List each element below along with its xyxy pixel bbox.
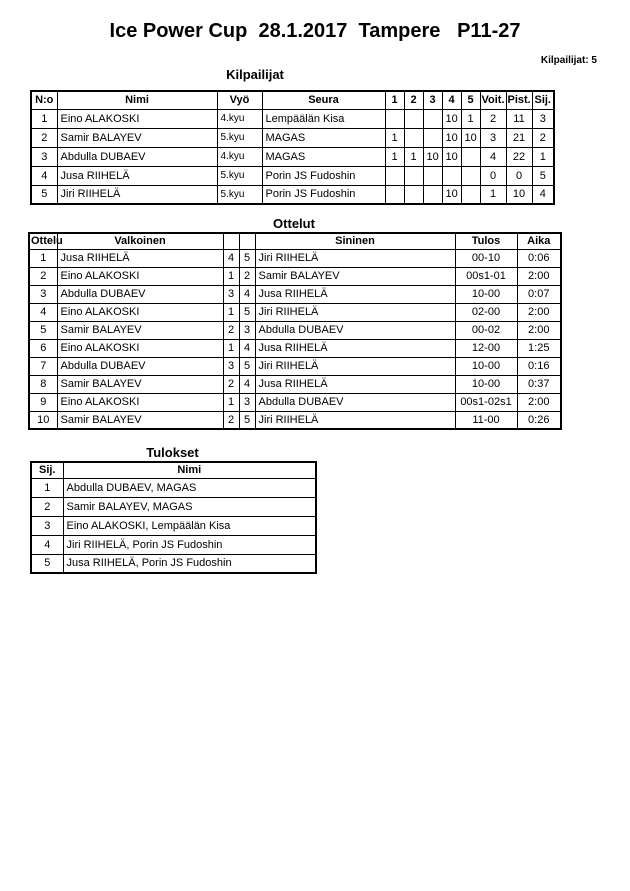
match-row <box>29 267 561 285</box>
cell-sininen-no: 5 <box>239 303 255 321</box>
cell-round-5: 1 <box>461 109 480 128</box>
cell-nimi: Jiri RIIHELÄ, Porin JS Fudoshin <box>63 535 316 554</box>
match-row <box>29 321 561 339</box>
cell-round-3 <box>423 185 442 204</box>
cell-round-2: 1 <box>404 147 423 166</box>
cell-sininen: Jiri RIIHELÄ <box>255 357 455 375</box>
col-header-valkoinen-number <box>223 233 239 249</box>
cell-tulos: 00s1-02s1 <box>455 393 517 411</box>
cell-sininen-no: 3 <box>239 393 255 411</box>
col-header-round-1: 1 <box>385 91 404 109</box>
cell-round-2 <box>404 109 423 128</box>
cell-voit: 1 <box>480 185 506 204</box>
cell-valkoinen: Eino ALAKOSKI <box>57 303 223 321</box>
cell-seura: MAGAS <box>262 147 385 166</box>
cell-sininen: Abdulla DUBAEV <box>255 393 455 411</box>
cell-sij: 1 <box>532 147 554 166</box>
cell-valkoinen: Eino ALAKOSKI <box>57 339 223 357</box>
match-row <box>29 411 561 429</box>
cell-sij: 4 <box>31 535 63 554</box>
cell-round-3 <box>423 128 442 147</box>
cell-pist: 21 <box>506 128 532 147</box>
cell-voit: 4 <box>480 147 506 166</box>
cell-match-no: 3 <box>29 285 57 303</box>
cell-aika: 0:26 <box>517 411 561 429</box>
cell-valkoinen-no: 4 <box>223 249 239 267</box>
cell-sij: 1 <box>31 478 63 497</box>
cell-nimi: Eino ALAKOSKI <box>57 109 217 128</box>
cell-pist: 11 <box>506 109 532 128</box>
col-header-round-5: 5 <box>461 91 480 109</box>
col-header-seura: Seura <box>262 91 385 109</box>
cell-sininen-no: 4 <box>239 375 255 393</box>
cell-sininen-no: 3 <box>239 321 255 339</box>
cell-valkoinen: Samir BALAYEV <box>57 411 223 429</box>
match-row <box>29 375 561 393</box>
cell-sij: 5 <box>31 554 63 573</box>
ottelut-heading: Ottelut <box>273 216 315 231</box>
cell-sininen: Jiri RIIHELÄ <box>255 303 455 321</box>
cell-voit: 0 <box>480 166 506 185</box>
cell-valkoinen-no: 1 <box>223 339 239 357</box>
cell-sininen-no: 5 <box>239 249 255 267</box>
cell-no: 4 <box>31 166 57 185</box>
cell-match-no: 7 <box>29 357 57 375</box>
cell-round-5 <box>461 166 480 185</box>
cell-valkoinen-no: 1 <box>223 267 239 285</box>
cell-aika: 2:00 <box>517 303 561 321</box>
cell-round-1: 1 <box>385 128 404 147</box>
col-header-pist: Pist. <box>506 91 532 109</box>
result-row <box>31 535 316 554</box>
cell-sininen: Jusa RIIHELÄ <box>255 339 455 357</box>
col-header-nimi: Nimi <box>63 462 316 478</box>
cell-sininen: Jiri RIIHELÄ <box>255 411 455 429</box>
cell-seura: Lempäälän Kisa <box>262 109 385 128</box>
cell-match-no: 9 <box>29 393 57 411</box>
cell-round-3 <box>423 166 442 185</box>
kilpailijat-header-row <box>31 91 554 109</box>
cell-vyo: 5.kyu <box>217 185 262 204</box>
result-row <box>31 516 316 535</box>
result-row <box>31 478 316 497</box>
kilpailijat-table <box>30 90 555 205</box>
competitor-row <box>31 128 554 147</box>
cell-round-5: 10 <box>461 128 480 147</box>
cell-match-no: 4 <box>29 303 57 321</box>
cell-tulos: 00-02 <box>455 321 517 339</box>
cell-valkoinen-no: 1 <box>223 393 239 411</box>
cell-round-1 <box>385 185 404 204</box>
tulokset-header-row <box>31 462 316 478</box>
ottelut-header-row <box>29 233 561 249</box>
cell-round-4: 10 <box>442 147 461 166</box>
col-header-aika: Aika <box>517 233 561 249</box>
cell-aika: 0:37 <box>517 375 561 393</box>
cell-vyo: 4.kyu <box>217 147 262 166</box>
cell-nimi: Samir BALAYEV <box>57 128 217 147</box>
cell-match-no: 2 <box>29 267 57 285</box>
cell-seura: Porin JS Fudoshin <box>262 166 385 185</box>
cell-voit: 3 <box>480 128 506 147</box>
cell-tulos: 00-10 <box>455 249 517 267</box>
result-row <box>31 554 316 573</box>
competitor-row <box>31 147 554 166</box>
cell-round-4: 10 <box>442 109 461 128</box>
cell-round-2 <box>404 128 423 147</box>
cell-nimi: Abdulla DUBAEV <box>57 147 217 166</box>
cell-tulos: 10-00 <box>455 375 517 393</box>
match-row <box>29 285 561 303</box>
cell-no: 1 <box>31 109 57 128</box>
cell-sininen-no: 4 <box>239 285 255 303</box>
cell-sininen-no: 4 <box>239 339 255 357</box>
cell-nimi: Jusa RIIHELÄ <box>57 166 217 185</box>
tulokset-table <box>30 461 317 574</box>
col-header-vyo: Vyö <box>217 91 262 109</box>
cell-valkoinen-no: 2 <box>223 375 239 393</box>
ottelut-table <box>28 232 562 430</box>
cell-sininen: Abdulla DUBAEV <box>255 321 455 339</box>
cell-sininen-no: 2 <box>239 267 255 285</box>
cell-match-no: 1 <box>29 249 57 267</box>
kilpailijat-heading: Kilpailijat <box>226 67 284 82</box>
cell-sininen-no: 5 <box>239 357 255 375</box>
cell-round-2 <box>404 185 423 204</box>
cell-valkoinen: Samir BALAYEV <box>57 321 223 339</box>
cell-sininen: Samir BALAYEV <box>255 267 455 285</box>
cell-vyo: 4.kyu <box>217 109 262 128</box>
col-header-nimi: Nimi <box>57 91 217 109</box>
cell-sij: 2 <box>532 128 554 147</box>
col-header-round-2: 2 <box>404 91 423 109</box>
cell-round-1 <box>385 109 404 128</box>
competitor-row <box>31 109 554 128</box>
cell-pist: 10 <box>506 185 532 204</box>
cell-nimi: Jusa RIIHELÄ, Porin JS Fudoshin <box>63 554 316 573</box>
cell-valkoinen-no: 1 <box>223 303 239 321</box>
cell-aika: 1:25 <box>517 339 561 357</box>
cell-valkoinen-no: 3 <box>223 285 239 303</box>
col-header-tulos: Tulos <box>455 233 517 249</box>
cell-nimi: Samir BALAYEV, MAGAS <box>63 497 316 516</box>
cell-tulos: 11-00 <box>455 411 517 429</box>
cell-round-2 <box>404 166 423 185</box>
col-header-round-3: 3 <box>423 91 442 109</box>
cell-tulos: 12-00 <box>455 339 517 357</box>
cell-valkoinen: Eino ALAKOSKI <box>57 393 223 411</box>
cell-nimi: Abdulla DUBAEV, MAGAS <box>63 478 316 497</box>
cell-valkoinen-no: 3 <box>223 357 239 375</box>
cell-sininen: Jusa RIIHELÄ <box>255 285 455 303</box>
cell-sininen: Jiri RIIHELÄ <box>255 249 455 267</box>
cell-sininen-no: 5 <box>239 411 255 429</box>
cell-tulos: 10-00 <box>455 357 517 375</box>
cell-aika: 2:00 <box>517 321 561 339</box>
cell-round-1 <box>385 166 404 185</box>
cell-aika: 2:00 <box>517 393 561 411</box>
cell-round-3 <box>423 109 442 128</box>
cell-valkoinen-no: 2 <box>223 321 239 339</box>
cell-sij: 3 <box>31 516 63 535</box>
cell-vyo: 5.kyu <box>217 128 262 147</box>
cell-valkoinen: Abdulla DUBAEV <box>57 357 223 375</box>
cell-voit: 2 <box>480 109 506 128</box>
col-header-sij: Sij. <box>532 91 554 109</box>
cell-valkoinen: Abdulla DUBAEV <box>57 285 223 303</box>
cell-round-5 <box>461 147 480 166</box>
cell-no: 3 <box>31 147 57 166</box>
cell-valkoinen-no: 2 <box>223 411 239 429</box>
cell-pist: 0 <box>506 166 532 185</box>
cell-round-4 <box>442 166 461 185</box>
cell-match-no: 6 <box>29 339 57 357</box>
competitor-row <box>31 166 554 185</box>
cell-aika: 0:16 <box>517 357 561 375</box>
cell-match-no: 10 <box>29 411 57 429</box>
competitors-count-label: Kilpailijat: 5 <box>540 55 597 66</box>
match-row <box>29 393 561 411</box>
cell-tulos: 00s1-01 <box>455 267 517 285</box>
col-header-sij: Sij. <box>31 462 63 478</box>
cell-sij: 4 <box>532 185 554 204</box>
match-row <box>29 357 561 375</box>
cell-tulos: 02-00 <box>455 303 517 321</box>
cell-valkoinen: Jusa RIIHELÄ <box>57 249 223 267</box>
cell-round-4: 10 <box>442 128 461 147</box>
match-row <box>29 339 561 357</box>
competitor-row <box>31 185 554 204</box>
cell-seura: Porin JS Fudoshin <box>262 185 385 204</box>
cell-no: 5 <box>31 185 57 204</box>
cell-sij: 3 <box>532 109 554 128</box>
cell-nimi: Eino ALAKOSKI, Lempäälän Kisa <box>63 516 316 535</box>
cell-sij: 5 <box>532 166 554 185</box>
cell-sij: 2 <box>31 497 63 516</box>
col-header-voit: Voit. <box>480 91 506 109</box>
match-row <box>29 303 561 321</box>
cell-match-no: 8 <box>29 375 57 393</box>
cell-round-3: 10 <box>423 147 442 166</box>
cell-aika: 2:00 <box>517 267 561 285</box>
cell-sininen: Jusa RIIHELÄ <box>255 375 455 393</box>
result-row <box>31 497 316 516</box>
cell-valkoinen: Eino ALAKOSKI <box>57 267 223 285</box>
col-header-round-4: 4 <box>442 91 461 109</box>
cell-valkoinen: Samir BALAYEV <box>57 375 223 393</box>
col-header-no: N:o <box>31 91 57 109</box>
cell-round-5 <box>461 185 480 204</box>
cell-round-4: 10 <box>442 185 461 204</box>
cell-match-no: 5 <box>29 321 57 339</box>
col-header-sininen-number <box>239 233 255 249</box>
cell-nimi: Jiri RIIHELÄ <box>57 185 217 204</box>
match-row <box>29 249 561 267</box>
cell-vyo: 5.kyu <box>217 166 262 185</box>
col-header-valkoinen: Valkoinen <box>57 233 223 249</box>
cell-no: 2 <box>31 128 57 147</box>
cell-round-1: 1 <box>385 147 404 166</box>
tulokset-heading: Tulokset <box>146 445 199 460</box>
page-title: Ice Power Cup 28.1.2017 Tampere P11-27 <box>109 20 521 42</box>
cell-seura: MAGAS <box>262 128 385 147</box>
cell-tulos: 10-00 <box>455 285 517 303</box>
cell-aika: 0:06 <box>517 249 561 267</box>
col-header-sininen: Sininen <box>255 233 455 249</box>
cell-aika: 0:07 <box>517 285 561 303</box>
cell-pist: 22 <box>506 147 532 166</box>
col-header-ottelu: Ottelu <box>29 233 57 249</box>
